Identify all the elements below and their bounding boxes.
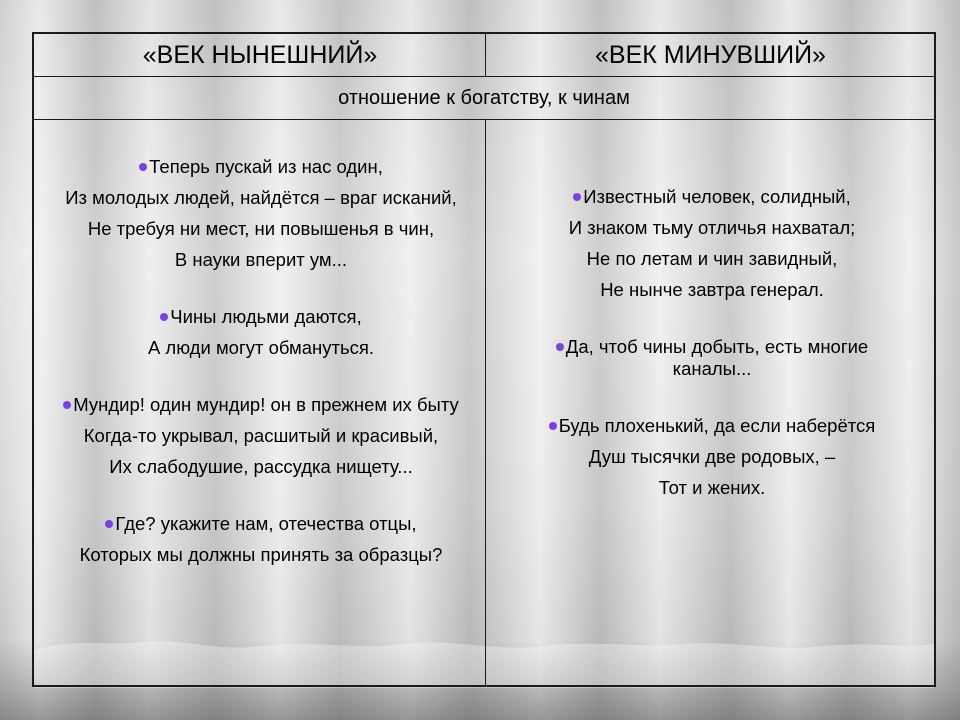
left-column-quotes: [40, 156, 482, 575]
header-divider: [485, 34, 486, 76]
quote-line: Будь плохенький, да если наберётся: [492, 415, 932, 437]
quote-line: И знаком тьму отличья нахватал;: [568, 217, 856, 238]
bullet-icon: [105, 520, 113, 528]
bullet-icon: [556, 343, 564, 351]
quote-line: Теперь пускай из нас один,: [40, 156, 482, 178]
quote-line: Известный человек, солидный,: [492, 186, 932, 208]
quote-line: Из молодых людей, найдётся – враг исканий,: [65, 187, 457, 208]
quote-line: Не по летам и чин завидный,: [586, 248, 838, 269]
bullet-icon: [573, 193, 581, 201]
subheader-row-border: [34, 119, 934, 120]
quote-line: Не требуя ни мест, ни повышенья в чин,: [87, 218, 435, 239]
quote-line: Душ тысячки две родовых, –: [588, 446, 836, 467]
quote-line: Чины людьми даются,: [40, 306, 482, 328]
bullet-icon: [63, 401, 71, 409]
header-past-age: «ВЕК МИНУВШИЙ»: [595, 41, 826, 69]
quote-line: Их слабодушие, рассудка нищету...: [109, 456, 413, 477]
subheader-wealth-ranks: отношение к богатству, к чинам: [338, 87, 630, 109]
quote-line: Которых мы должны принять за образцы?: [79, 544, 443, 565]
right-column-quotes: [492, 186, 932, 508]
quote-line: А люди могут обмануться.: [147, 337, 375, 358]
quote-line: Когда-то укрывал, расшитый и красивый,: [83, 425, 439, 446]
quote-line: В науки вперит ум...: [174, 249, 348, 270]
quote-line: Где? укажите нам, отечества отцы,: [40, 513, 482, 535]
header-current-age: «ВЕК НЫНЕШНИЙ»: [142, 41, 378, 69]
quote-line: Мундир! один мундир! он в прежнем их быту: [40, 394, 482, 416]
column-divider: [485, 120, 486, 685]
bullet-icon: [160, 313, 168, 321]
bullet-icon: [139, 163, 147, 171]
comparison-table: [32, 32, 936, 687]
quote-line: Тот и жених.: [658, 477, 766, 498]
bullet-icon: [549, 422, 557, 430]
quote-line: Не нынче завтра генерал.: [600, 279, 824, 300]
quote-line: Да, чтоб чины добыть, есть многие каналы...: [492, 336, 932, 380]
